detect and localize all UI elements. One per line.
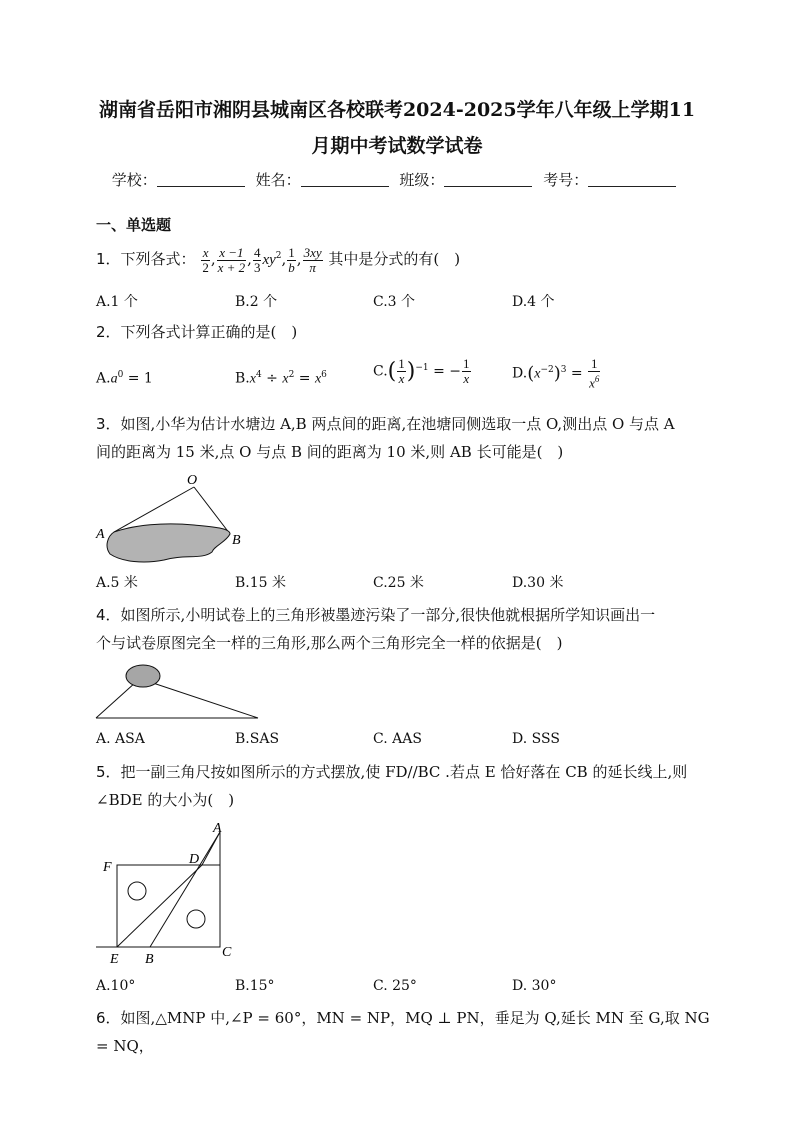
q1-option-d[interactable]: D.4 个 [512, 294, 555, 310]
label-o: O [187, 473, 198, 488]
q5-option-a[interactable]: A.10° [96, 978, 136, 994]
q3-option-c[interactable]: C.25 米 [373, 575, 424, 591]
stained-triangle-figure [94, 660, 264, 724]
question-number: 2． [96, 323, 121, 341]
question-line-1: 如图,小华为估计水塘边 A,B 两点间的距离,在池塘同侧选取一点 O,测出点 O 与点 A [120, 415, 675, 433]
q4-option-b[interactable]: B.SAS [235, 731, 280, 747]
label-d: D [189, 852, 200, 867]
question-text: 下列各式计算正确的是( ) [120, 323, 298, 341]
question-line-2: 个与试卷原图完全一样的三角形,那么两个三角形完全一样的依据是( ) [96, 634, 563, 652]
q1-option-c[interactable]: C.3 个 [373, 294, 416, 310]
q5-option-b[interactable]: B.15° [235, 978, 275, 994]
q2-option-c[interactable]: C.( $\frac{1}{x}$ )$^{-1}$ = − $\frac{1}{x}$ [373, 356, 470, 386]
label-a: A [96, 527, 105, 542]
question-text: 如图,△MNP 中,∠P = 60°，MN = NP，MQ ⊥ PN，垂足为 Q,延长 MN 至 G,取 NG = NQ， [96, 1009, 710, 1055]
q2-option-d[interactable]: $D.(x^{-2})^3$ = $\frac{1}{x^6}$ [512, 356, 600, 391]
question-line-2: 间的距离为 15 米,点 O 与点 B 间的距离为 10 米,则 AB 长可能是( ) [96, 443, 564, 461]
question-number: 4． [96, 606, 121, 624]
question-lead: 下列各式： [120, 250, 196, 268]
question-line-2: ∠BDE 的大小为( ) [96, 791, 235, 809]
q2-option-b[interactable]: $B.x^4 \div x^2 = x^6$ [235, 370, 327, 387]
number-blank[interactable] [588, 172, 676, 187]
q4-option-d[interactable]: D. SSS [512, 731, 560, 747]
title-line-2: 月期中考试数学试卷 [311, 135, 483, 157]
q5-option-d[interactable]: D. 30° [512, 978, 557, 994]
q2-option-a[interactable]: $A.a^0 = 1$ [96, 370, 153, 387]
question-2 [96, 318, 716, 346]
q4-option-c[interactable]: C. AAS [373, 731, 422, 747]
label-a: A [213, 821, 222, 836]
q3-option-a[interactable]: A.5 米 [96, 575, 138, 591]
q1-option-b[interactable]: B.2 个 [235, 294, 278, 310]
question-number: 3． [96, 415, 121, 433]
q1-option-a[interactable]: A.1 个 [96, 294, 138, 310]
question-number: 6． [96, 1009, 121, 1027]
question-1 [96, 242, 716, 275]
class-label: 班级： [399, 171, 445, 189]
ink-stain [126, 665, 160, 687]
name-blank[interactable] [301, 172, 389, 187]
class-blank[interactable] [444, 172, 532, 187]
question-number: 5． [96, 763, 121, 781]
student-info [0, 169, 794, 190]
school-blank[interactable] [157, 172, 245, 187]
question-tail: 其中是分式的有( ) [328, 250, 461, 268]
title-line-1: 湖南省岳阳市湘阴县城南区各校联考2024-2025学年八年级上学期11 [98, 99, 696, 121]
page-title [60, 92, 734, 164]
pond-shape [107, 524, 230, 562]
name-label: 姓名： [255, 171, 301, 189]
question-4 [96, 601, 716, 657]
q3-option-d[interactable]: D.30 米 [512, 575, 564, 591]
q4-option-a[interactable]: A. ASA [96, 731, 145, 747]
question-line-1: 把一副三角尺按如图所示的方式摆放,使 FD//BC .若点 E 恰好落在 CB 的延长线上,则 [120, 763, 688, 781]
label-b: B [145, 952, 154, 967]
question-number: 1． [96, 250, 121, 268]
label-f: F [103, 860, 112, 875]
question-3 [96, 410, 716, 466]
set-squares-figure [94, 818, 244, 968]
section-heading: 一、单选题 [96, 216, 172, 234]
question-6 [96, 1004, 716, 1060]
q3-option-b[interactable]: B.15 米 [235, 575, 287, 591]
q5-option-c[interactable]: C. 25° [373, 978, 417, 994]
school-label: 学校： [111, 171, 157, 189]
expression-list: $\frac{x}{2}$ , $\frac{x -1}{x + 2}$ , $\frac{4}{3}$ $xy^2$, $\frac{1}{b}$ , $\frac{3xy}{\pi}$ [202, 244, 322, 275]
pond-figure [94, 470, 244, 570]
label-e: E [110, 952, 119, 967]
question-line-1: 如图所示,小明试卷上的三角形被墨迹污染了一部分,很快他就根据所学知识画出一 [120, 606, 656, 624]
question-5 [96, 758, 716, 814]
label-c: C [222, 945, 232, 960]
label-b: B [232, 533, 241, 548]
number-label: 考号： [543, 171, 589, 189]
